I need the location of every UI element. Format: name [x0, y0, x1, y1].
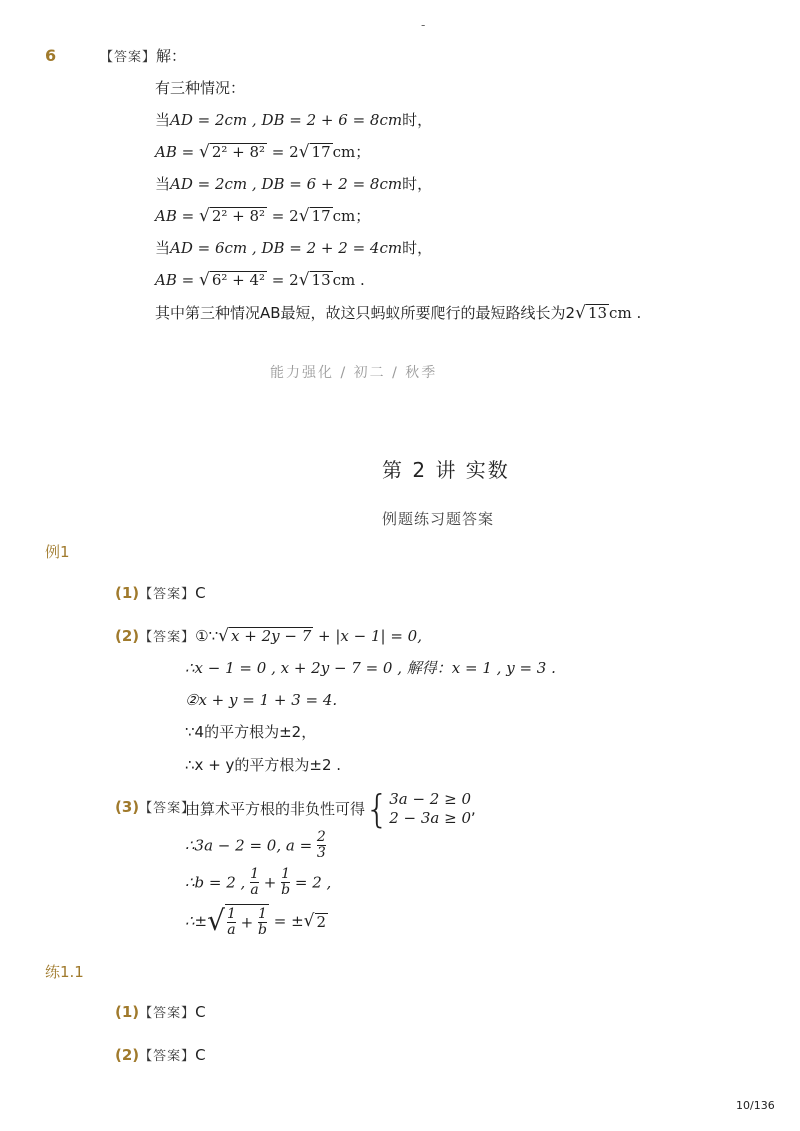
ex1-part3-line3 [185, 867, 331, 898]
radicand [225, 904, 269, 938]
conclusion-unit: cm . [609, 304, 642, 322]
case3-condition [155, 238, 432, 258]
answer-value: C [195, 1046, 206, 1064]
case1-tail: 时， [402, 111, 433, 129]
fraction [317, 830, 326, 861]
case2-rhs: = 2 [267, 207, 299, 225]
equation-tail: = 2 , [290, 873, 332, 892]
answer-tag: 【答案】 [139, 630, 196, 645]
case2-radicand: 2² + 8² [211, 207, 266, 225]
part-number: (2) [115, 627, 140, 645]
case1-rhs: = 2 [267, 143, 299, 161]
answer-value: C [195, 1003, 206, 1021]
case2-condition [155, 174, 432, 194]
denominator: b [258, 922, 267, 938]
case3-rhs: = 2 [267, 271, 299, 289]
answer-tag: 【答案】 [100, 50, 157, 65]
brace-icon: { [365, 787, 390, 831]
denominator: a [227, 922, 236, 938]
numerator: 2 [316, 829, 326, 845]
fraction [227, 907, 236, 938]
lecture-title: 第 2 讲 实数 [382, 458, 510, 482]
sqrt-icon: √ [207, 904, 225, 937]
ex1-part1 [115, 583, 206, 605]
part-number: (2) [115, 1046, 140, 1064]
case2-tail: 时， [402, 175, 433, 193]
case3-tail: 时， [402, 239, 433, 257]
fraction [281, 867, 290, 898]
course-label: 能力强化 / 初二 / 秋季 [270, 365, 438, 381]
numerator: 1 [258, 906, 267, 922]
case2-result: AB = √ 2² + 8² = 2√ 17 cm； [155, 206, 371, 226]
case3-math: AD = 6cm , DB = 2 + 2 = 4cm [170, 239, 403, 257]
answer-value: C [195, 584, 206, 602]
case1-radicand: 2² + 8² [211, 143, 266, 161]
case3-radicand: 6² + 4² [211, 271, 266, 289]
answer-tag: 【答案】 [139, 1049, 196, 1064]
inequality-1: 3a − 2 ≥ 0 [389, 790, 471, 808]
plus: + [259, 873, 282, 892]
case1-radicand2: 17 [311, 143, 331, 161]
denominator: 3 [316, 845, 326, 861]
answer-tag: 【答案】 [139, 587, 196, 602]
denominator: b [281, 882, 291, 898]
case3-lead: 当 [155, 239, 171, 257]
part-number: (1) [115, 1003, 140, 1021]
system-tail: , [471, 800, 476, 818]
nonnegativity-text: 由算术平方根的非负性可得 [185, 800, 366, 818]
ex1-part3-line2 [185, 830, 326, 861]
question-number: 6 [45, 46, 57, 65]
ex1-part3-system-line [185, 787, 476, 831]
equation-tail: + |x − 1| = 0, [313, 627, 422, 645]
page-number: 10/136 [736, 1099, 775, 1112]
inequality-2: 2 − 3a ≥ 0 [389, 809, 471, 827]
numerator: 1 [226, 906, 236, 922]
pr11-part1 [115, 1002, 206, 1024]
case3-radicand2: 13 [311, 271, 331, 289]
numerator: 1 [281, 866, 291, 882]
answer-tag: 【答案】 [139, 801, 196, 816]
case3-lhs: AB = [155, 271, 199, 289]
radicand: x + 2y − 7 [231, 627, 312, 645]
because-symbol: ①∵ [195, 627, 219, 645]
equation: ∴3a − 2 = 0, a = [185, 836, 317, 855]
case1-lhs: AB = [155, 143, 199, 161]
ex1-part2-line4: ∵4的平方根为±2， [185, 723, 317, 741]
case1-unit: cm； [332, 143, 371, 161]
ex1-part2-line3: ②x + y = 1 + 3 = 4. [185, 691, 338, 709]
plus: + [235, 913, 258, 932]
ex1-part3-line1 [115, 797, 195, 819]
radicand: 2 [316, 912, 327, 931]
solution-intro: 有三种情况： [155, 79, 246, 97]
case2-radicand2: 17 [311, 207, 331, 225]
example-1-label: 例1 [45, 543, 70, 561]
numerator: 1 [250, 866, 260, 882]
case2-math: AD = 2cm , DB = 6 + 2 = 8cm [170, 175, 403, 193]
practice-1-1-label [45, 961, 84, 982]
conclusion-radicand: 13 [587, 304, 608, 322]
therefore-plusminus: ∴± [185, 912, 208, 930]
pr11-part2 [115, 1045, 206, 1067]
equals-plusminus: = ± [268, 912, 304, 930]
case1-math: AD = 2cm , DB = 2 + 6 = 8cm [170, 111, 403, 129]
equation: ∴b = 2 , [185, 873, 251, 892]
case2-lead: 当 [155, 175, 171, 193]
answer-tag: 【答案】 [139, 1006, 196, 1021]
ex1-part2-line2: ∴x − 1 = 0 , x + 2y − 7 = 0 , 解得：x = 1 , y = 3 . [185, 659, 556, 677]
case1-condition [155, 110, 432, 130]
case3-unit: cm . [332, 271, 365, 289]
case3-result: AB = √ 6² + 4² = 2√ 13 cm . [155, 270, 365, 290]
conclusion: 其中第三种情况AB最短，故这只蚂蚁所要爬行的最短路线长为2√ 13 cm . [155, 303, 642, 323]
case1-result: AB = √ 2² + 8² = 2√ 17 cm； [155, 142, 371, 162]
answer-lead: 解： [156, 47, 187, 65]
ex1-part3-line4: ∴±√ $\frac{1}{a}$ + $\frac{1}{b}$ = ±√ 2 [185, 904, 327, 938]
denominator: a [250, 882, 259, 898]
case1-lead: 当 [155, 111, 171, 129]
inequality-system [389, 790, 471, 828]
ex1-part2-line1: (2)【答案】①∵√ x + 2y − 7 + |x − 1| = 0, [115, 626, 422, 646]
top-mark: - [421, 18, 426, 32]
ex1-part2-line5: ∴x + y的平方根为±2 . [185, 756, 342, 774]
case2-unit: cm； [332, 207, 371, 225]
fraction [258, 907, 267, 938]
answer-header [100, 46, 186, 68]
practice-label: 练1.1 [45, 963, 84, 981]
part-number: (1) [115, 584, 140, 602]
lecture-subtitle: 例题练习题答案 [382, 510, 495, 528]
conclusion-text: 其中第三种情况AB最短，故这只蚂蚁所要爬行的最短路线长为2 [155, 304, 576, 322]
fraction [250, 867, 259, 898]
case2-lhs: AB = [155, 207, 199, 225]
part-number: (3) [115, 798, 140, 816]
